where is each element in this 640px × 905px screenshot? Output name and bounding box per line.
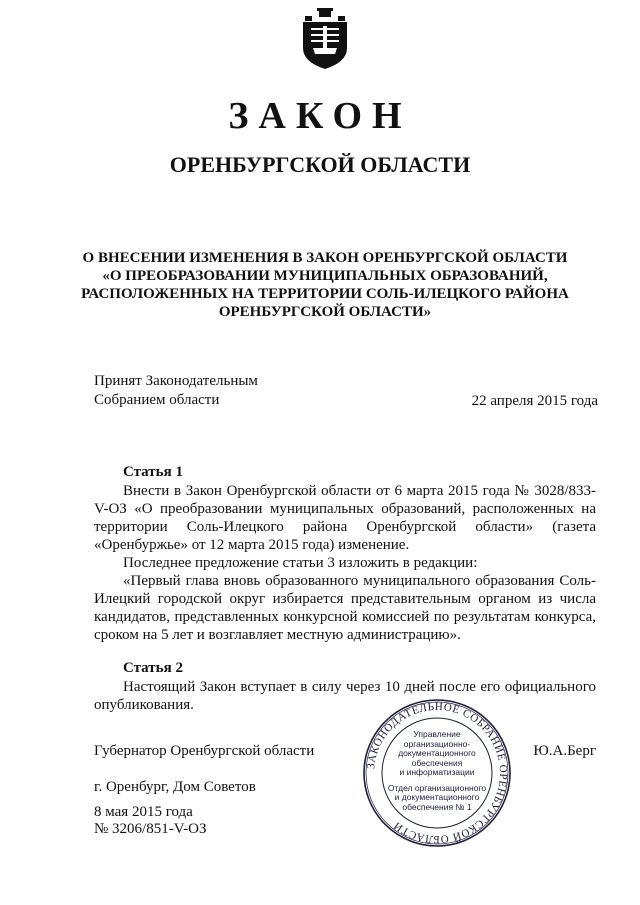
adoption-date: 22 апреля 2015 года <box>471 393 598 409</box>
signing-info <box>94 804 207 838</box>
document-title-line: О ВНЕСЕНИИ ИЗМЕНЕНИЯ В ЗАКОН ОРЕНБУРГСКОЙ ОБЛАСТИ <box>82 250 568 266</box>
law-title: ЗАКОН <box>228 95 412 137</box>
article-2-paragraph: Настоящий Закон вступает в силу через 10 дней после его официального опубликования. <box>94 679 596 713</box>
document-title <box>60 249 590 321</box>
article-1-heading: Статья 1 <box>123 464 183 480</box>
stamp-inner-line: Управление <box>413 729 461 739</box>
stamp-ring-text: ЗАКОНОДАТЕЛЬНОЕ СОБРАНИЕ ОРЕНБУРГСКОЙ ОБЛАСТИ <box>365 700 510 846</box>
document-title-line: РАСПОЛОЖЕННЫХ НА ТЕРРИТОРИИ СОЛЬ-ИЛЕЦКОГО РАЙОНА <box>81 286 569 302</box>
signer-position: Губернатор Оренбургской области <box>94 743 315 759</box>
region-title: ОРЕНБУРГСКОЙ ОБЛАСТИ <box>169 152 471 177</box>
document-title-line: «О ПРЕОБРАЗОВАНИИ МУНИЦИПАЛЬНЫХ ОБРАЗОВАНИЙ, <box>102 268 548 284</box>
stamp-inner-line: обеспечения № 1 <box>402 801 472 812</box>
adopted-by-line: Принят Законодательным <box>94 373 258 389</box>
article-1-paragraph: «Первый глава вновь образованного муниципального образования Соль-Илецкий городской округ избирается представительным органом из числа кандидатов, представленных конкурсной комиссией по результатам конкурса, сроком на 5 лет и возглавляет местную администрацию». <box>94 573 596 643</box>
article-1-paragraph: Внести в Закон Оренбургской области от 6 марта 2015 года № 3028/833-V-ОЗ «О преобразовании муниципальных образований, расположенных на территории Соль-Илецкого района Оренбургской области» (газета «Оренбуржье» от 12 марта 2015 года) изменение. <box>94 483 596 553</box>
signing-date: 8 мая 2015 года <box>94 804 193 820</box>
stamp-inner-line: организационно- <box>403 738 471 749</box>
stamp-inner-line: документационного <box>398 748 476 758</box>
adoption-info <box>94 372 258 410</box>
stamp-inner-text <box>383 730 491 812</box>
adopted-by-line: Собранием области <box>94 392 220 408</box>
signing-place: г. Оренбург, Дом Советов <box>94 779 256 795</box>
article-2-heading: Статья 2 <box>123 660 183 676</box>
stamp-inner-line: и информатизации <box>399 767 475 777</box>
law-number: № 3206/851-V-ОЗ <box>94 821 207 837</box>
signer-name: Ю.А.Берг <box>533 743 596 759</box>
document-title-line: ОРЕНБУРГСКОЙ ОБЛАСТИ» <box>218 304 432 320</box>
stamp-inner-line: обеспечения <box>411 757 463 768</box>
stamp-inner-line: Отдел организационного <box>387 782 487 793</box>
coat-of-arms-emblem <box>299 8 351 70</box>
stamp-inner-line: и документационного <box>394 792 480 802</box>
article-1-paragraph: Последнее предложение статьи 3 изложить в редакции: <box>123 555 478 571</box>
